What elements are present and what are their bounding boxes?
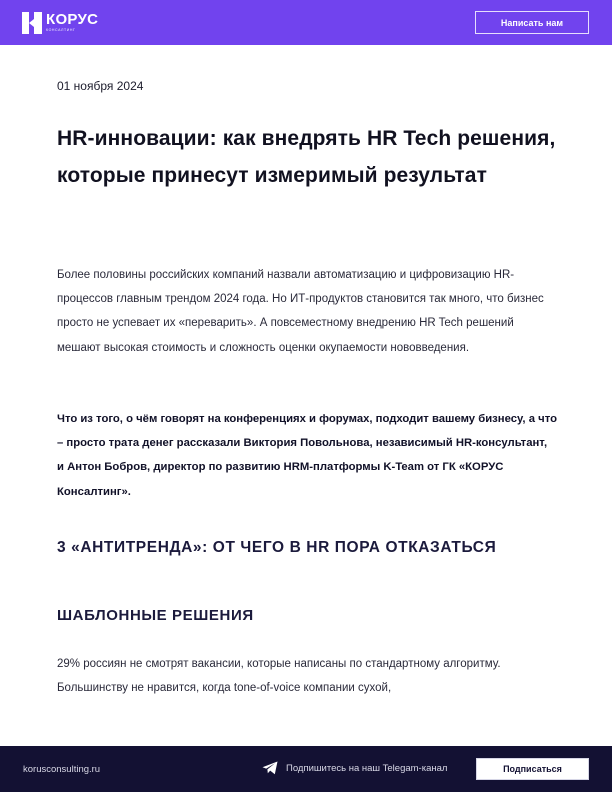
subsection-text: 29% россиян не смотрят вакансии, которые написаны по стандартному алгоритму. Большинству не нравится, когда tone-of-voice компании сухой, xyxy=(57,658,501,695)
write-us-button[interactable]: Написать нам xyxy=(475,11,589,34)
korus-logo-icon xyxy=(22,12,42,34)
telegram-text: Подпишитесь на наш Telegam-канал xyxy=(286,762,448,774)
logo-subtitle: КОНСАЛТИНГ xyxy=(46,28,76,33)
subsection-heading: ШАБЛОННЫЕ РЕШЕНИЯ xyxy=(57,607,254,624)
site-link[interactable]: korusconsulting.ru xyxy=(23,764,101,775)
article-lead: Что из того, о чём говорят на конференциях и форумах, подходит вашему бизнесу, а что – просто трата денег рассказали Виктория Повольнова, независимый HR-консультант, и Антон Бобров, директор по развитию HRM-платформы K-Team от ГК «КОРУС Консалтинг». xyxy=(57,413,557,498)
article-intro: Более половины российских компаний назвали автоматизацию и цифровизацию HR-процессов главным трендом 2024 года. Но ИТ-продуктов становится так много, что бизнес просто не успевает их «переварить». А повсеместному внедрению HR Tech решений мешают высокая стоимость и сложность оценки окупаемости нововведения. xyxy=(57,269,544,354)
telegram-icon xyxy=(262,761,278,775)
korus-logo[interactable] xyxy=(22,12,98,34)
section-heading: 3 «АНТИТРЕНДА»: ОТ ЧЕГО В HR ПОРА ОТКАЗАТЬСЯ xyxy=(57,539,497,556)
telegram-promo xyxy=(262,761,447,775)
subscribe-button[interactable]: Подписаться xyxy=(476,758,589,780)
article-date: 01 ноября 2024 xyxy=(57,79,144,93)
article-title: HR-инновации: как внедрять HR Tech решения, которые принесут измеримый результат xyxy=(57,127,556,187)
top-header xyxy=(0,0,612,45)
logo-name: КОРУС xyxy=(46,11,99,29)
footer-bar xyxy=(0,746,612,792)
